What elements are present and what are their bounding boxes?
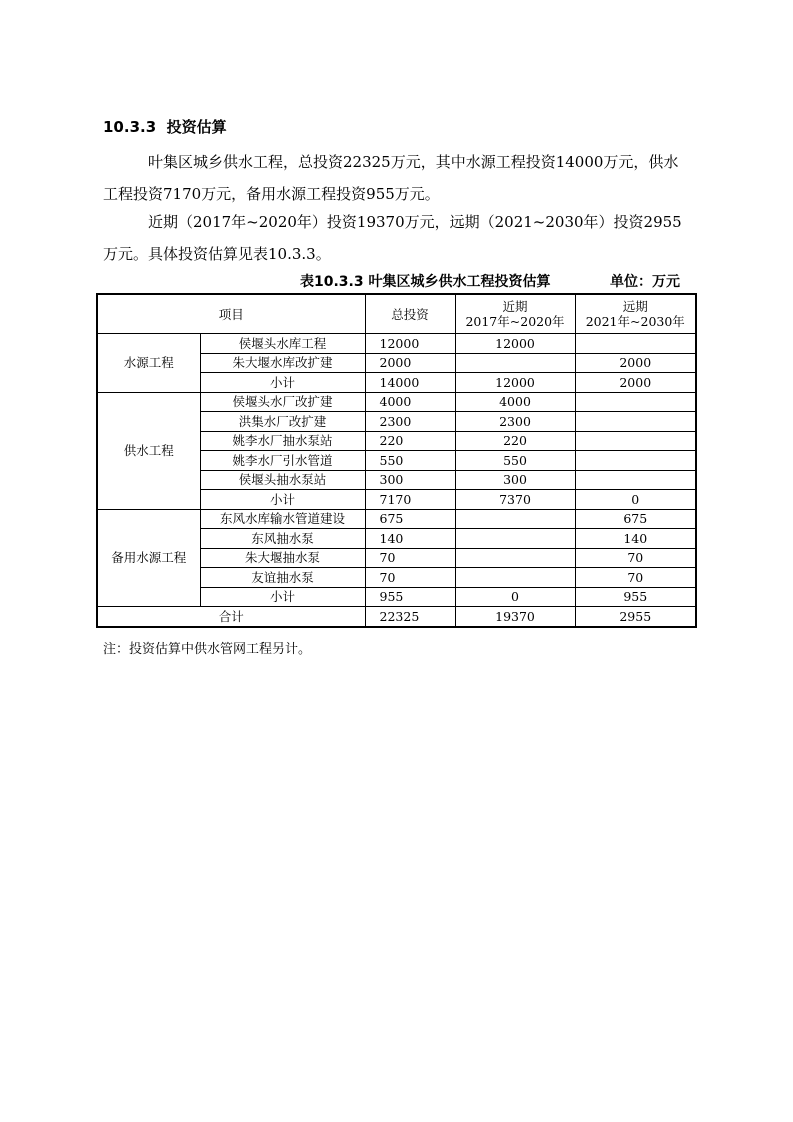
row-item: 侯堰头水厂改扩建 xyxy=(200,392,365,412)
group-name: 供水工程 xyxy=(97,392,200,509)
row-far: 955 xyxy=(575,587,696,607)
row-item: 东风水库输水管道建设 xyxy=(200,509,365,529)
row-near xyxy=(455,353,575,373)
table-row xyxy=(97,334,696,354)
row-far: 70 xyxy=(575,568,696,588)
row-item: 小计 xyxy=(200,373,365,393)
table-caption: 表10.3.3 叶集区城乡供水工程投资估算 xyxy=(300,274,551,290)
header-far-range: 2021年~2030年 xyxy=(585,314,685,329)
row-near xyxy=(455,568,575,588)
row-total: 220 xyxy=(365,431,455,451)
row-far: 0 xyxy=(575,490,696,510)
paragraph-1-text: 叶集区城乡供水工程，总投资22325万元，其中水源工程投资14000万元，供水工程投资7170万元，备用水源工程投资955万元。 xyxy=(103,153,679,203)
total-label: 合计 xyxy=(97,607,365,627)
row-far xyxy=(575,334,696,354)
row-near: 220 xyxy=(455,431,575,451)
section-title: 投资估算 xyxy=(166,118,227,136)
table-row xyxy=(97,392,696,412)
investment-table xyxy=(96,293,697,628)
row-near: 0 xyxy=(455,587,575,607)
row-item: 朱大堰抽水泵 xyxy=(200,548,365,568)
header-far-label: 远期 xyxy=(622,299,648,314)
header-item: 项目 xyxy=(97,294,365,334)
header-near xyxy=(455,294,575,334)
row-item: 朱大堰水库改扩建 xyxy=(200,353,365,373)
row-near: 12000 xyxy=(455,373,575,393)
row-total: 140 xyxy=(365,529,455,549)
total-sum: 22325 xyxy=(365,607,455,627)
row-item: 侯堰头抽水泵站 xyxy=(200,470,365,490)
paragraph-2-text: 近期（2017年~2020年）投资19370万元，远期（2021~2030年）投资2955万元。具体投资估算见表10.3.3。 xyxy=(103,213,682,263)
row-near: 4000 xyxy=(455,392,575,412)
table-note: 注：投资估算中供水管网工程另计。 xyxy=(103,642,312,657)
row-near: 550 xyxy=(455,451,575,471)
row-far: 675 xyxy=(575,509,696,529)
row-item: 友谊抽水泵 xyxy=(200,568,365,588)
row-near: 7370 xyxy=(455,490,575,510)
row-far: 2000 xyxy=(575,373,696,393)
group-name: 备用水源工程 xyxy=(97,509,200,607)
paragraph-1 xyxy=(103,146,693,210)
row-total: 70 xyxy=(365,548,455,568)
table-unit: 单位：万元 xyxy=(610,274,680,290)
row-item: 小计 xyxy=(200,587,365,607)
row-far: 140 xyxy=(575,529,696,549)
row-total: 12000 xyxy=(365,334,455,354)
row-total: 14000 xyxy=(365,373,455,393)
row-total: 955 xyxy=(365,587,455,607)
row-total: 300 xyxy=(365,470,455,490)
header-near-label: 近期 xyxy=(502,299,528,314)
row-near xyxy=(455,529,575,549)
row-total: 70 xyxy=(365,568,455,588)
total-far: 2955 xyxy=(575,607,696,627)
row-item: 小计 xyxy=(200,490,365,510)
row-item: 东风抽水泵 xyxy=(200,529,365,549)
row-far xyxy=(575,451,696,471)
row-total: 550 xyxy=(365,451,455,471)
row-near: 2300 xyxy=(455,412,575,432)
row-near xyxy=(455,548,575,568)
row-total: 4000 xyxy=(365,392,455,412)
row-item: 侯堰头水库工程 xyxy=(200,334,365,354)
table-row xyxy=(97,509,696,529)
row-item: 洪集水厂改扩建 xyxy=(200,412,365,432)
paragraph-2 xyxy=(103,206,693,270)
row-far xyxy=(575,431,696,451)
row-near xyxy=(455,509,575,529)
row-near: 300 xyxy=(455,470,575,490)
row-far xyxy=(575,470,696,490)
section-number: 10.3.3 xyxy=(103,118,157,136)
header-near-range: 2017年~2020年 xyxy=(465,314,565,329)
row-far: 70 xyxy=(575,548,696,568)
row-near: 12000 xyxy=(455,334,575,354)
row-far xyxy=(575,412,696,432)
header-total: 总投资 xyxy=(365,294,455,334)
table-body xyxy=(97,334,696,627)
row-item: 姚李水厂引水管道 xyxy=(200,451,365,471)
section-heading xyxy=(103,116,227,137)
row-item: 姚李水厂抽水泵站 xyxy=(200,431,365,451)
row-total: 2300 xyxy=(365,412,455,432)
table-header-row xyxy=(97,294,696,334)
total-near: 19370 xyxy=(455,607,575,627)
row-far: 2000 xyxy=(575,353,696,373)
total-row xyxy=(97,607,696,627)
group-name: 水源工程 xyxy=(97,334,200,393)
row-far xyxy=(575,392,696,412)
row-total: 2000 xyxy=(365,353,455,373)
header-far xyxy=(575,294,696,334)
row-total: 7170 xyxy=(365,490,455,510)
row-total: 675 xyxy=(365,509,455,529)
